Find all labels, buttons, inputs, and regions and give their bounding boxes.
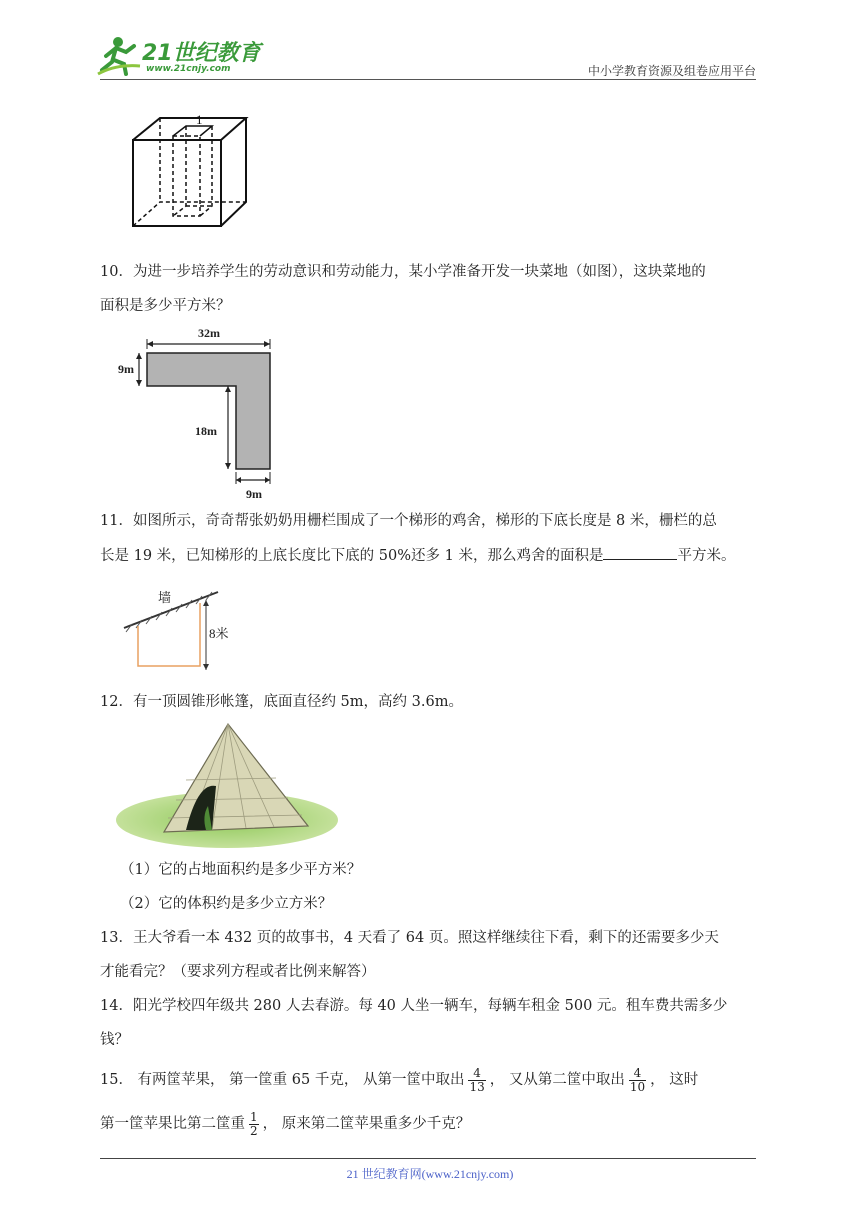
q11-text-b: 平方米。	[677, 548, 736, 564]
box-label: 1	[196, 112, 203, 127]
q12-sub2: （2）它的体积约是多少立方米？	[120, 896, 333, 912]
q15-part3: ， 这时	[650, 1072, 699, 1088]
fraction-1-2	[249, 1111, 259, 1138]
wall-label: 墙	[158, 590, 172, 605]
q11-text-a: 长是 19 米，已知梯形的上底长度比下底的 50%还多 1 米，那么鸡舍的面积是	[100, 548, 604, 564]
cube-figure	[126, 110, 256, 232]
field-bottom-label: 9m	[246, 487, 262, 501]
q15-part5: ， 原来第二筐苹果重多少千克？	[262, 1116, 471, 1132]
q13-line2: 才能看完？（要求列方程或者比例来解答）	[100, 964, 376, 980]
fraction-4-13	[468, 1067, 485, 1094]
answer-blank[interactable]	[603, 545, 677, 560]
header-platform-text: 中小学教育资源及组卷应用平台	[587, 64, 756, 78]
site-logo	[96, 34, 266, 78]
logo-url-text: www.21cnjy.com	[146, 64, 231, 74]
frac3-numerator: 1	[250, 1109, 258, 1124]
coop-figure	[118, 582, 242, 674]
q14-line2: 钱？	[100, 1032, 129, 1048]
footer-link[interactable]: 21 世纪教育网(www.21cnjy.com)	[346, 1167, 514, 1181]
header-rule	[100, 79, 756, 80]
q15-part4: 第一筐苹果比第二筐重	[100, 1116, 245, 1132]
field-figure	[112, 322, 282, 504]
field-inner-label: 18m	[195, 424, 217, 438]
frac2-numerator: 4	[629, 1067, 646, 1081]
q12-sub1: （1）它的占地面积约是多少平方米？	[120, 862, 362, 878]
q13-line1: 13．王大爷看一本 432 页的故事书，4 天看了 64 页。照这样继续往下看，剩下的还需要多少天	[100, 930, 719, 946]
frac1-numerator: 4	[468, 1067, 485, 1081]
tent-picture	[116, 720, 338, 850]
q14-line1: 14．阳光学校四年级共 280 人去春游。每 40 人坐一辆车，每辆车租金 500 元。租车费共需多少	[100, 998, 728, 1014]
frac1-denominator: 13	[469, 1079, 485, 1094]
q10-line1: 10．为进一步培养学生的劳动意识和劳动能力，某小学准备开发一块菜地（如图），这块菜地的	[100, 264, 706, 280]
q11-line2	[100, 545, 760, 566]
height-label: 8米	[209, 626, 229, 641]
logo-main-text: 21世纪教育	[142, 41, 261, 66]
frac2-denominator: 10	[629, 1079, 646, 1094]
q12-line1: 12．有一顶圆锥形帐篷，底面直径约 5m，高约 3.6m。	[100, 694, 463, 710]
frac3-denominator: 2	[250, 1123, 258, 1138]
field-top-label: 32m	[198, 326, 220, 340]
footer-rule	[100, 1158, 756, 1159]
q15-part2: ， 又从第二筐中取出	[489, 1072, 625, 1088]
field-left-label: 9m	[118, 362, 134, 376]
q10-line2: 面积是多少平方米？	[100, 298, 231, 314]
q15-line1	[100, 1066, 760, 1094]
fraction-4-10	[629, 1067, 646, 1094]
q15-part1: 15． 有两筐苹果， 第一筐重 65 千克， 从第一筐中取出	[100, 1072, 465, 1088]
q15-line2	[100, 1110, 760, 1138]
q11-line1: 11．如图所示，奇奇帮张奶奶用栅栏围成了一个梯形的鸡舍，梯形的下底长度是 8 米，栅栏的总	[100, 513, 717, 529]
